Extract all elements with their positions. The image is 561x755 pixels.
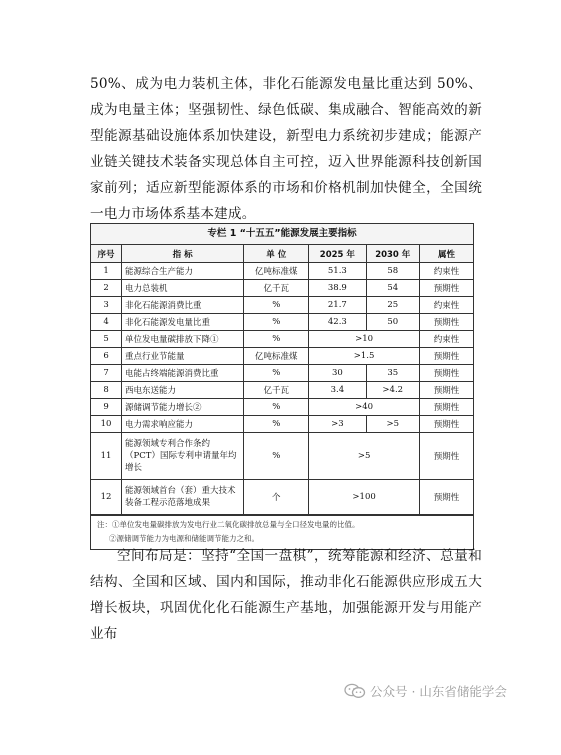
row-attribute: 约束性 [419,297,473,314]
row-indicator: 源储调节能力增长② [122,399,244,416]
row-no: 10 [91,416,122,433]
row-attribute: 约束性 [419,331,473,348]
row-indicator: 电力需求响应能力 [122,416,244,433]
header-attribute: 属性 [419,245,473,263]
row-attribute: 预期性 [419,280,473,297]
header-indicator: 指 标 [122,245,244,263]
row-merged-value: >1.5 [309,348,420,365]
row-2025: 30 [309,365,366,382]
row-merged-value: >10 [309,331,420,348]
row-unit: % [244,331,309,348]
row-no: 9 [91,399,122,416]
row-attribute: 预期性 [419,416,473,433]
table-row [91,416,473,433]
row-unit: % [244,433,309,480]
table-row [91,382,473,399]
row-no: 4 [91,314,122,331]
note-2: ②源储调节能力为电源和储能调节能力之和。 [109,534,259,543]
row-attribute: 预期性 [419,399,473,416]
row-attribute: 预期性 [419,433,473,480]
row-2025: 38.9 [309,280,366,297]
row-2025: >3 [309,416,366,433]
row-2030: >4.2 [366,382,419,399]
row-unit: % [244,365,309,382]
row-no: 1 [91,263,122,280]
row-attribute: 约束性 [419,263,473,280]
row-2030: 50 [366,314,419,331]
row-unit: % [244,416,309,433]
row-indicator: 能源领域专利合作条约（PCT）国际专利申请量年均增长 [122,433,244,480]
row-indicator: 单位发电量碳排放下降① [122,331,244,348]
row-2030: >5 [366,416,419,433]
row-no: 2 [91,280,122,297]
row-no: 6 [91,348,122,365]
row-no: 12 [91,480,122,515]
body-paragraph-bottom: 空间布局是：坚持“全国一盘棋”，统筹能源和经济、总量和结构、全国和区域、国内和国际，推动非化石能源供应形成五大增长板块，巩固优化化石能源生产基地，加强能源开发与用能产业布 [90,548,482,642]
header-no: 序号 [91,245,122,263]
row-merged-value: >100 [309,480,420,515]
row-attribute: 预期性 [419,365,473,382]
row-unit: % [244,399,309,416]
row-2025: 3.4 [309,382,366,399]
row-indicator: 电能占终端能源消费比重 [122,365,244,382]
table-row [91,280,473,297]
row-unit: 亿吨标准煤 [244,263,309,280]
row-2025: 51.3 [309,263,366,280]
table-header-row [91,245,473,263]
indicator-box [90,223,474,550]
row-2025: 21.7 [309,297,366,314]
table-row [91,314,473,331]
row-indicator: 能源领域首台（套）重大技术装备工程示范落地成果 [122,480,244,515]
indicator-table [91,245,473,515]
header-unit: 单 位 [244,245,309,263]
row-merged-value: >5 [309,433,420,480]
watermark-text: 公众号 · 山东省储能学会 [370,684,507,699]
row-merged-value: >40 [309,399,420,416]
row-unit: % [244,314,309,331]
header-2025: 2025 年 [309,245,366,263]
row-no: 3 [91,297,122,314]
table-row [91,263,473,280]
row-2030: 58 [366,263,419,280]
row-2030: 25 [366,297,419,314]
row-unit: % [244,297,309,314]
row-indicator: 电力总装机 [122,280,244,297]
note-1: 注：①单位发电量碳排放为发电行业二氧化碳排放总量与全口径发电量的比值。 [97,520,360,529]
body-paragraph-top: 50%、成为电力装机主体，非化石能源发电量比重达到 50%、成为电量主体；坚强韧性、绿色低碳、集成融合、智能高效的新型能源基础设施体系加快建设，新型电力系统初步建成；能源产业链关键技术装备实现总体自主可控，迈入世界能源科技创新国家前列；适应新型能源体系的市场和价格机制加快健全，全国统一电力市场体系基本建成。 [90,76,482,222]
row-unit: 亿千瓦 [244,280,309,297]
row-2030: 54 [366,280,419,297]
row-unit: 亿千瓦 [244,382,309,399]
row-attribute: 预期性 [419,480,473,515]
table-row [91,365,473,382]
row-attribute: 预期性 [419,348,473,365]
row-no: 11 [91,433,122,480]
row-indicator: 重点行业节能量 [122,348,244,365]
row-unit: 亿吨标准煤 [244,348,309,365]
row-no: 5 [91,331,122,348]
row-unit: 个 [244,480,309,515]
row-attribute: 预期性 [419,314,473,331]
table-row [91,297,473,314]
row-indicator: 非化石能源消费比重 [122,297,244,314]
row-no: 8 [91,382,122,399]
row-no: 7 [91,365,122,382]
header-2030: 2030 年 [366,245,419,263]
table-row [91,433,473,480]
row-indicator: 能源综合生产能力 [122,263,244,280]
table-row [91,399,473,416]
table-row [91,331,473,348]
box-title: 专栏 1 “十五五”能源发展主要指标 [91,224,473,245]
row-2030: 35 [366,365,419,382]
row-indicator: 西电东送能力 [122,382,244,399]
watermark [344,681,507,701]
row-attribute: 预期性 [419,382,473,399]
row-indicator: 非化石能源发电量比重 [122,314,244,331]
table-row [91,480,473,515]
wechat-icon [344,683,366,699]
table-row [91,348,473,365]
row-2025: 42.3 [309,314,366,331]
